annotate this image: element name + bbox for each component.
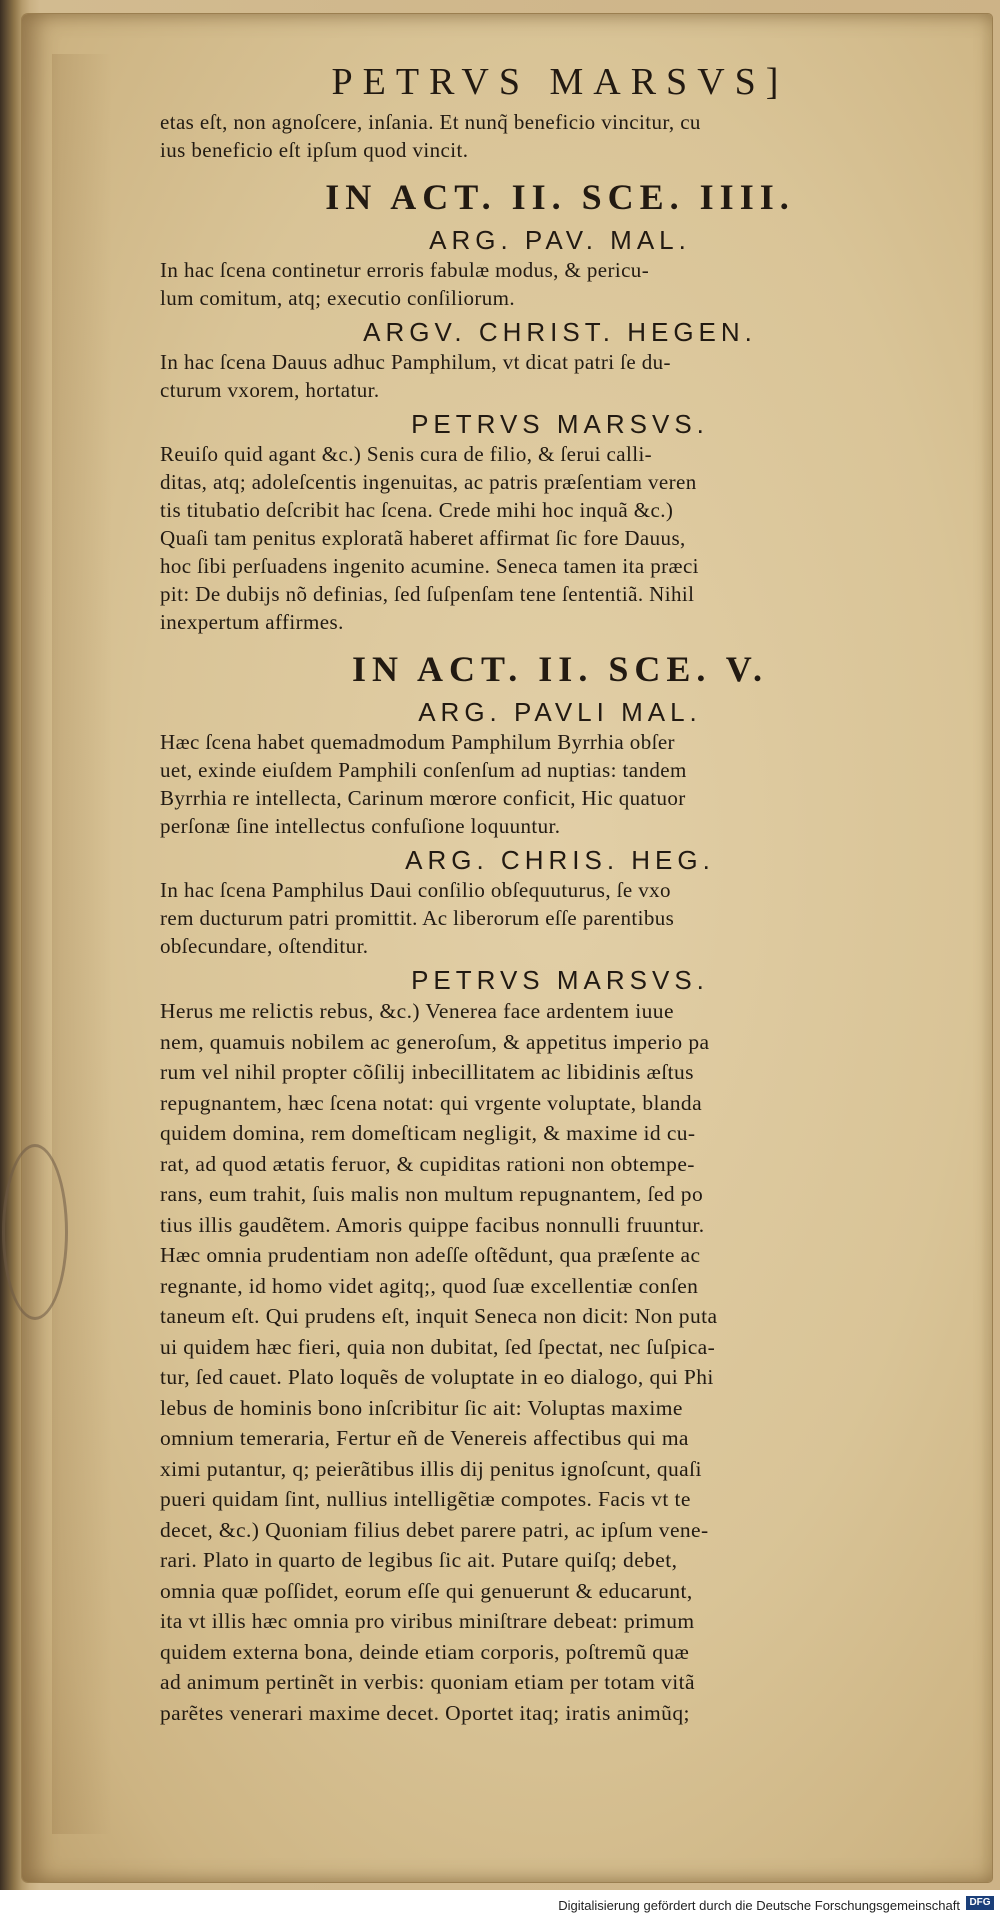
scene-heading: IN ACT. II. SCE. V.: [351, 649, 769, 689]
commentary-text: [160, 440, 960, 636]
text-line: pit: De dubijs nõ definias, ſed ſuſpenſam tene ſententiã. Nihil: [160, 582, 695, 606]
text-line: ui quidem hæc fieri, quia non dubitat, ſed ſpectat, nec ſuſpica-: [160, 1334, 716, 1359]
scene-heading: IN ACT. II. SCE. IIII.: [325, 177, 795, 217]
commentary-text: [160, 996, 960, 1728]
text-line: ad animum pertinẽt in verbis: quoniam etiam per totam vitã: [160, 1670, 695, 1694]
text-line: Herus me relictis rebus, &c.) Venerea face ardentem iuue: [160, 999, 674, 1023]
argument-title: ARG. PAV. MAL.: [429, 225, 691, 255]
text-line: rem ducturum patri promittit. Ac liberorum eſſe parentibus: [160, 906, 675, 930]
text-line: rans, eum trahit, ſuis malis non multum repugnantem, ſed po: [160, 1182, 704, 1206]
commentator-title: PETRVS MARSVS.: [411, 965, 709, 995]
text-line: rum vel nihil propter cõſilij inbecillitatem ac libidinis æſtus: [160, 1060, 694, 1084]
text-line: regnante, id homo videt agitq;, quod ſuæ excellentiæ conſen: [160, 1273, 699, 1298]
text-line: perſonæ ſine intellectus confuſione loquuntur.: [160, 814, 561, 838]
text-line: ita vt illis hæc omnia pro viribus miniſtrare debeat: primum: [160, 1609, 695, 1633]
text-line: inexpertum affirmes.: [160, 610, 344, 634]
text-line: quidem domina, rem domeſticam negligit, & maxime id cu-: [160, 1121, 696, 1145]
argument-text: [160, 256, 960, 312]
text-line: repugnantem, hæc ſcena notat: qui vrgente voluptate, blanda: [160, 1090, 703, 1115]
funding-credit: Digitalisierung gefördert durch die Deutsche Forschungsgemeinschaft: [558, 1898, 960, 1913]
text-line: parẽtes venerari maxime decet. Oportet itaq; iratis animũq;: [160, 1700, 690, 1725]
text-line: tur, ſed cauet. Plato loquẽs de voluptate in eo dialogo, qui Phi: [160, 1365, 714, 1389]
text-line: nem, quamuis nobilem ac generoſum, & appetitus imperio pa: [160, 1029, 710, 1054]
text-line: quidem externa bona, deinde etiam corporis, poſtremũ quæ: [160, 1639, 690, 1664]
text-line: lum comitum, atq; executio conſiliorum.: [160, 286, 516, 310]
gutter-shadow: [52, 54, 112, 1834]
text-line: In hac ſcena Dauus adhuc Pamphilum, vt dicat patri ſe du-: [160, 350, 671, 374]
text-line: Hæc ſcena habet quemadmodum Pamphilum Byrrhia obſer: [160, 730, 675, 754]
text-line: pueri quidam ſint, nullius intelligẽtiæ compotes. Facis vt te: [160, 1487, 691, 1511]
text-line: tis titubatio deſcribit hac ſcena. Crede mihi hoc inquã &c.): [160, 498, 674, 522]
intro-paragraph: [160, 108, 960, 164]
text-line: Quaſi tam penitus exploratã haberet affirmat ſic fore Dauus,: [160, 526, 686, 550]
running-head: PETRVS MARSVS]: [331, 61, 789, 103]
text-line: cturum vxorem, hortatur.: [160, 378, 380, 402]
text-line: tius illis gaudẽtem. Amoris quippe facibus nonnulli fruuntur.: [160, 1212, 705, 1237]
text-line: In hac ſcena continetur erroris fabulæ modus, & pericu-: [160, 258, 650, 282]
argument-title: ARG. PAVLI MAL.: [418, 697, 702, 727]
text-line: Reuiſo quid agant &c.) Senis cura de filio, & ſerui calli-: [160, 442, 653, 466]
argument-text: [160, 876, 960, 960]
text-line: hoc ſibi perſuadens ingenito acumine. Seneca tamen ita præci: [160, 554, 699, 578]
argument-title: ARGV. CHRIST. HEGEN.: [363, 317, 757, 347]
dfg-logo: DFG: [966, 1896, 994, 1910]
text-line: Hæc omnia prudentiam non adeſſe oſtẽdunt, qua præſente ac: [160, 1243, 701, 1267]
text-line: omnia quæ poſſidet, eorum eſſe qui genuerunt & educarunt,: [160, 1578, 693, 1603]
text-line: omnium temeraria, Fertur eñ de Venereis affectibus qui ma: [160, 1426, 689, 1450]
text-line: etas eſt, non agnoſcere, inſania. Et nunq̃ beneficio vincitur, cu: [160, 110, 701, 134]
text-line: uet, exinde eiuſdem Pamphili conſenſum ad nuptias: tandem: [160, 758, 687, 782]
commentator-title: PETRVS MARSVS.: [411, 409, 709, 439]
text-line: In hac ſcena Pamphilus Daui conſilio obſequuturus, ſe vxo: [160, 878, 671, 902]
text-line: ximi putantur, q; peierãtibus illis dij penitus ignoſcunt, quaſi: [160, 1456, 702, 1481]
argument-title: ARG. CHRIS. HEG.: [405, 845, 715, 875]
page-text: [160, 60, 960, 1728]
text-line: obſecundare, oſtenditur.: [160, 934, 369, 958]
text-line: lebus de hominis bono inſcribitur ſic ait: Voluptas maxime: [160, 1395, 683, 1420]
text-line: ius beneficio eſt ipſum quod vincit.: [160, 138, 469, 162]
text-line: rat, ad quod ætatis feruor, & cupiditas rationi non obtempe-: [160, 1151, 695, 1176]
text-line: taneum eſt. Qui prudens eſt, inquit Seneca non dicit: Non puta: [160, 1304, 718, 1328]
text-line: Byrrhia re intellecta, Carinum mœrore conficit, Hic quatuor: [160, 786, 686, 810]
page-clasp-ring: [2, 1144, 68, 1320]
text-line: decet, &c.) Quoniam filius debet parere patri, ac ipſum vene-: [160, 1517, 709, 1542]
argument-text: [160, 728, 960, 840]
text-line: ditas, atq; adoleſcentis ingenuitas, ac patris præſentiam veren: [160, 470, 697, 494]
argument-text: [160, 348, 960, 404]
digitization-footer: [0, 1890, 1000, 1917]
text-line: rari. Plato in quarto de legibus ſic ait. Putare quiſq; debet,: [160, 1548, 678, 1572]
